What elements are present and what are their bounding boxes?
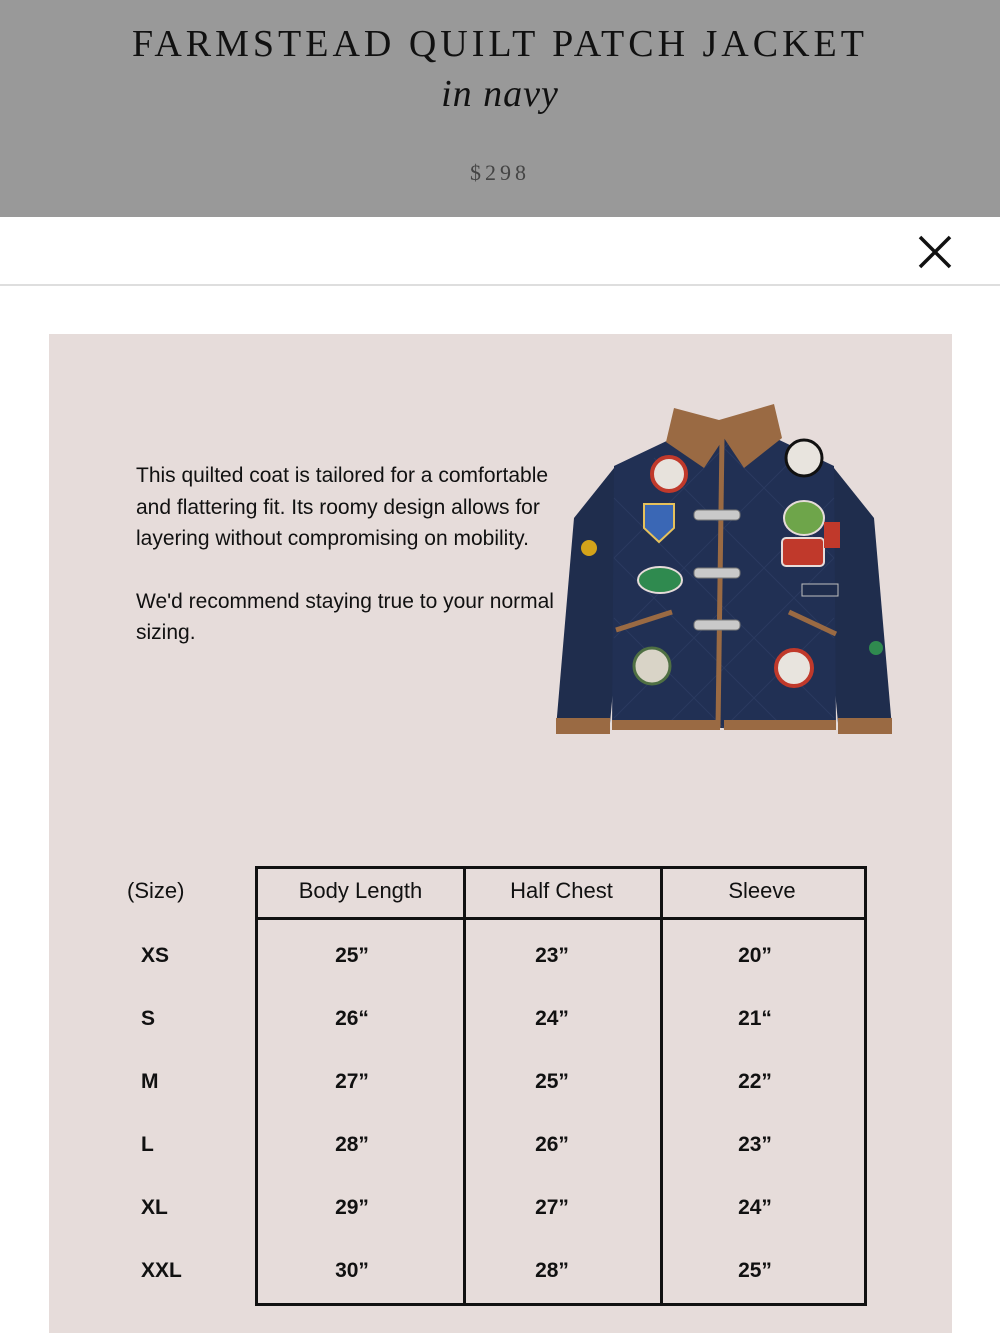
product-title: FARMSTEAD QUILT PATCH JACKET xyxy=(132,23,868,65)
product-color: in navy xyxy=(441,73,559,115)
column-divider xyxy=(660,869,663,1303)
body-length-value: 27” xyxy=(335,1070,369,1093)
fit-description-text: This quilted coat is tailored for a comfortable and flattering fit. Its roomy design allows for layering without compromising on mobility. xyxy=(136,464,549,550)
column-divider xyxy=(463,869,466,1303)
half-chest-value: 23” xyxy=(535,944,569,967)
sleeve-value: 22” xyxy=(738,1070,772,1093)
size-label: S xyxy=(141,1007,156,1030)
half-chest-value: 26” xyxy=(535,1133,569,1156)
size-label: M xyxy=(141,1070,159,1093)
sleeve-value: 25” xyxy=(738,1259,772,1282)
size-chart xyxy=(127,866,887,1306)
body-length-value: 30” xyxy=(335,1259,369,1282)
body-length-value: 29” xyxy=(335,1196,369,1219)
body-length-value: 28” xyxy=(335,1133,369,1156)
size-label: XS xyxy=(141,944,170,967)
sizing-recommendation: We'd recommend staying true to your normal sizing. xyxy=(136,589,554,644)
sleeve-value: 23” xyxy=(738,1133,772,1156)
size-guide-panel xyxy=(49,334,952,1333)
body-length-value: 25” xyxy=(335,944,369,967)
half-chest-value: 28” xyxy=(535,1259,569,1282)
half-chest-value: 25” xyxy=(535,1070,569,1093)
modal-top-bar xyxy=(0,217,1000,286)
close-icon xyxy=(913,230,957,274)
fit-description xyxy=(136,460,556,680)
size-column-header: (Size) xyxy=(127,878,185,903)
product-price: $298 xyxy=(470,160,530,185)
jacket-image xyxy=(554,398,894,748)
size-label: XL xyxy=(141,1196,168,1219)
body-length-value: 26“ xyxy=(335,1007,369,1030)
column-header-half-chest: Half Chest xyxy=(510,878,613,903)
size-label: L xyxy=(141,1133,154,1156)
header-divider xyxy=(258,917,864,920)
column-header-sleeve: Sleeve xyxy=(728,878,796,903)
sleeve-value: 24” xyxy=(738,1196,772,1219)
half-chest-value: 27” xyxy=(535,1196,569,1219)
product-header xyxy=(0,0,1000,217)
column-header-body-length: Body Length xyxy=(298,878,423,903)
close-button[interactable] xyxy=(913,230,957,274)
half-chest-value: 24” xyxy=(535,1007,569,1030)
size-label: XXL xyxy=(141,1259,182,1282)
sleeve-value: 21“ xyxy=(738,1007,772,1030)
sleeve-value: 20” xyxy=(738,944,772,967)
